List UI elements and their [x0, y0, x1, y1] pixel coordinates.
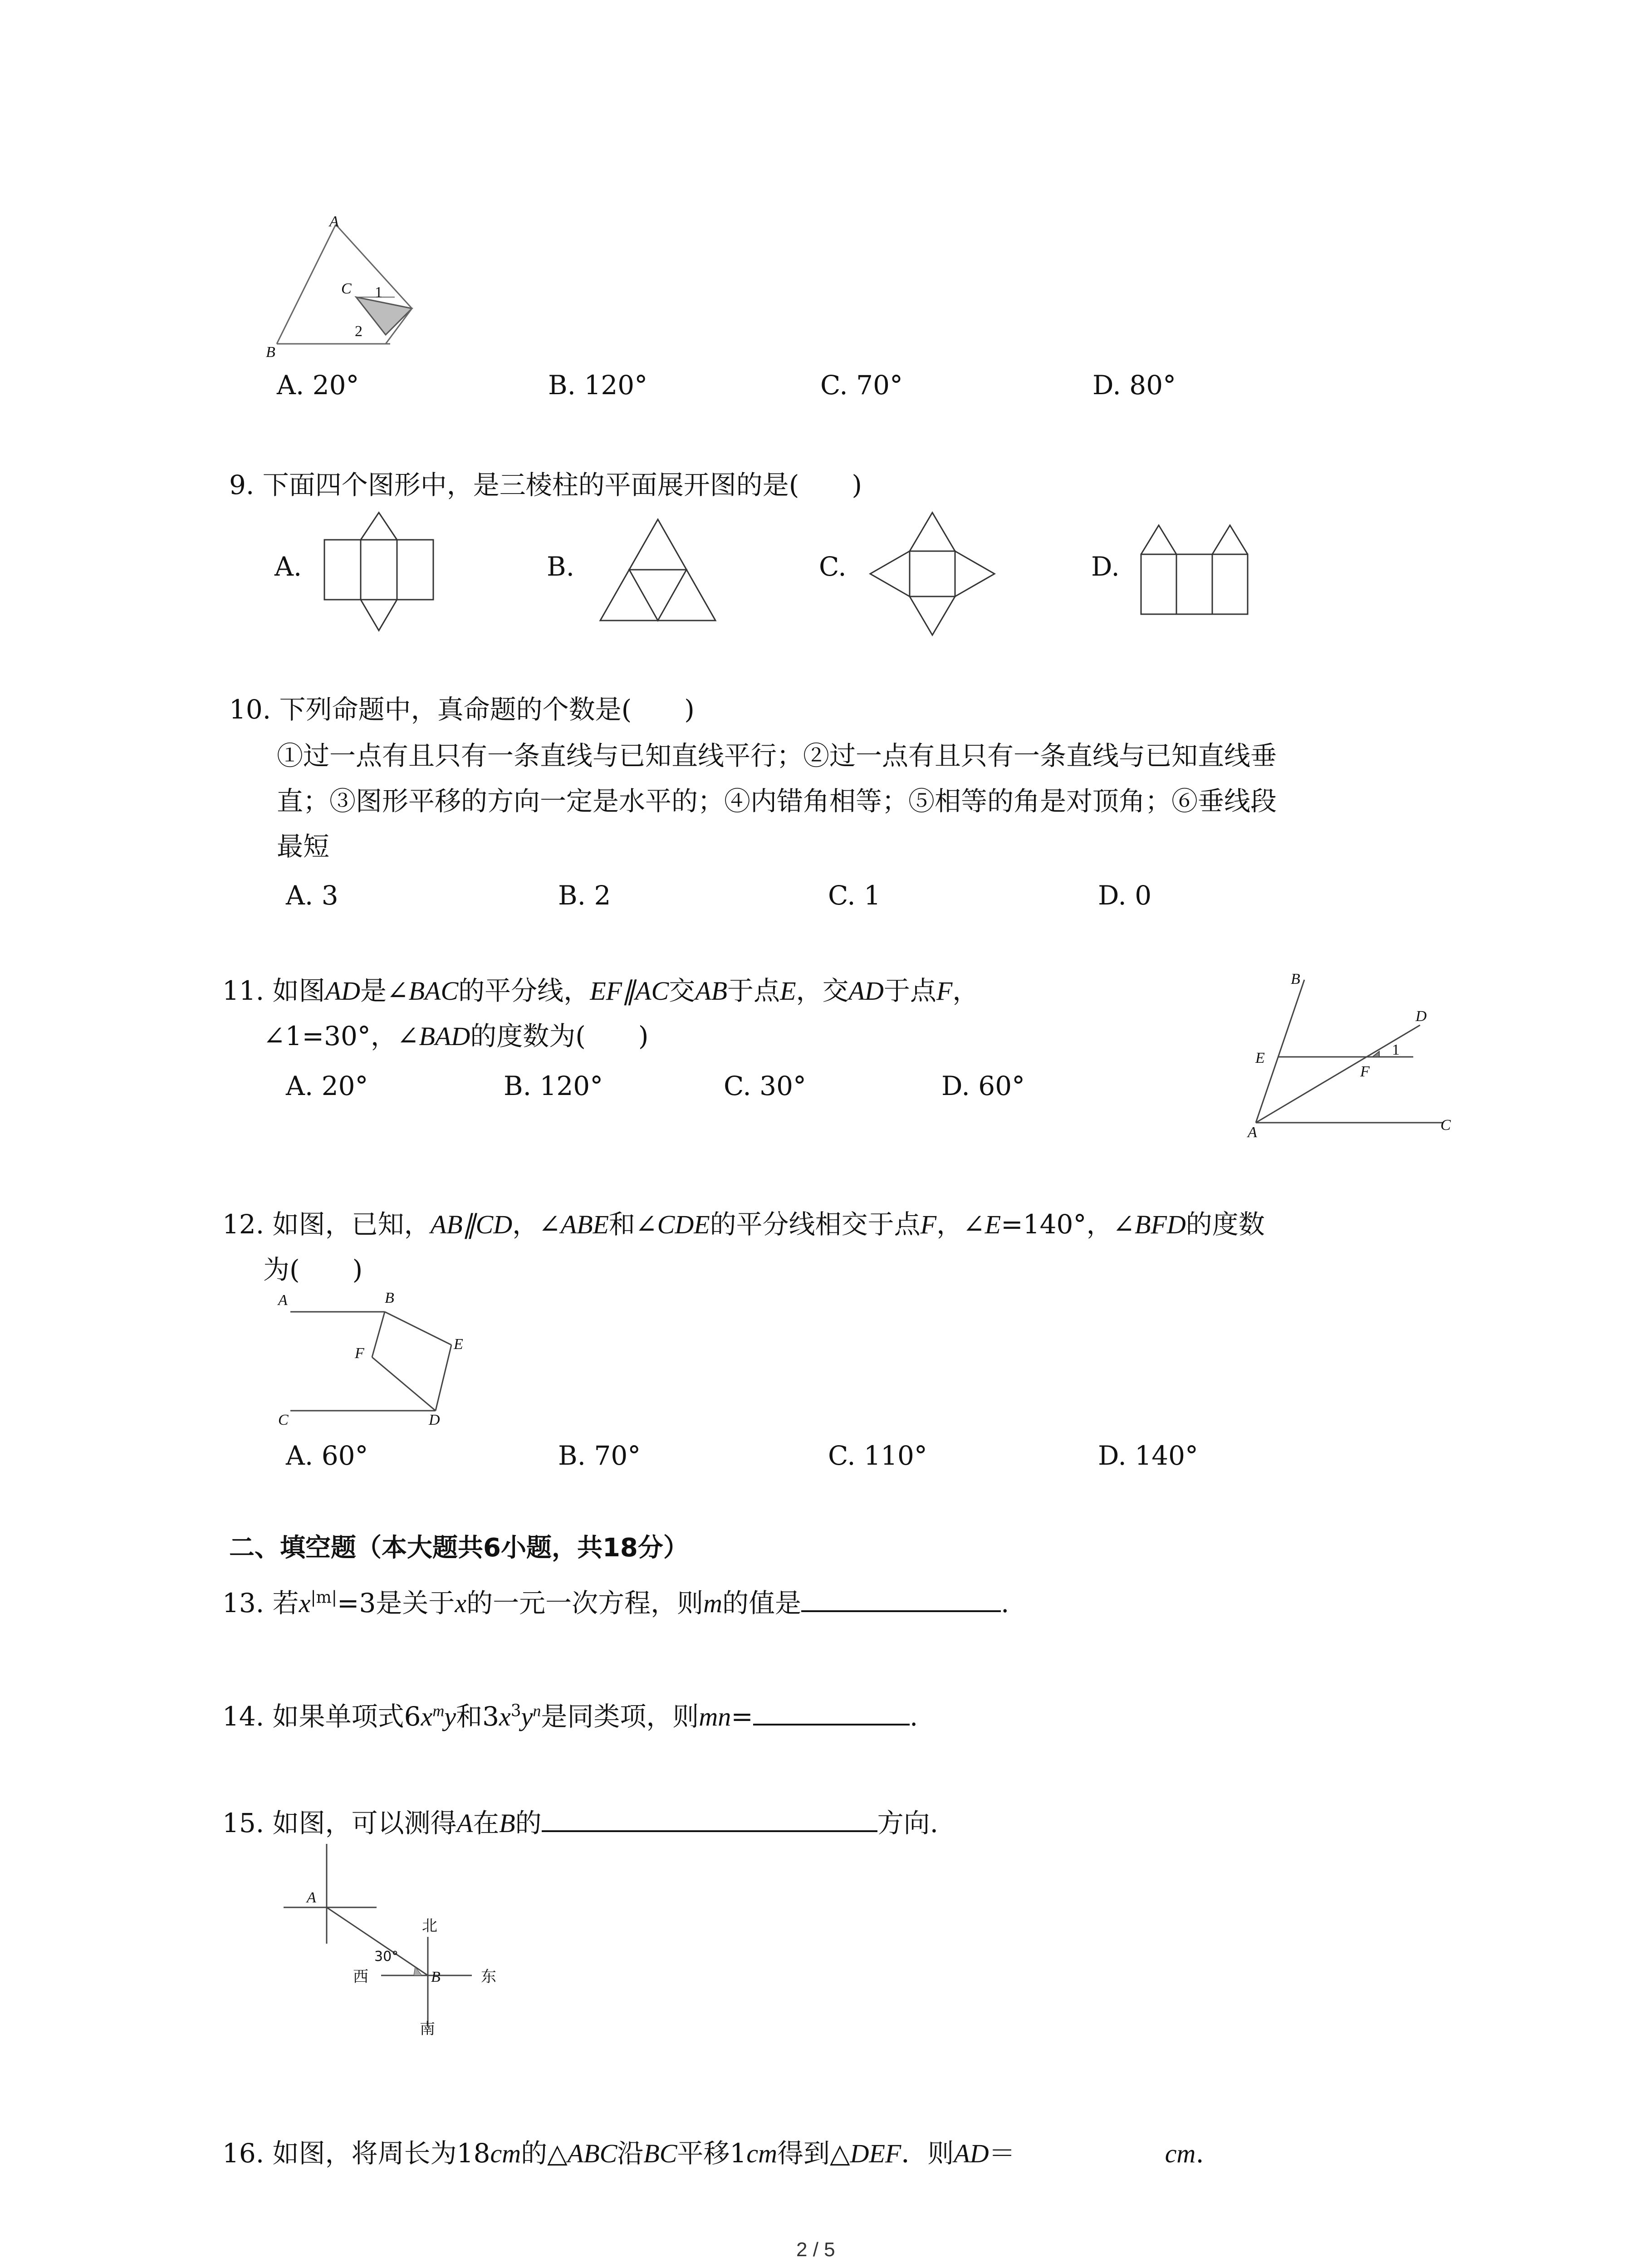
- q13-answer-blank[interactable]: [801, 1588, 1001, 1612]
- q12-option-a[interactable]: A. 60°: [286, 1440, 368, 1471]
- q11-option-d[interactable]: D. 60°: [941, 1070, 1025, 1101]
- q15-label-north: 北: [422, 1917, 437, 1935]
- q9-figure-a[interactable]: [322, 510, 436, 637]
- q8-label-2: 2: [355, 323, 362, 340]
- q14-text: 14. 如果单项式$6x^my$和$3x^3y^n$是同类项，则mn= .: [222, 1701, 918, 1732]
- q10-stem: 10. 下列命题中，真命题的个数是( ): [229, 694, 695, 725]
- q8-label-a: A: [329, 213, 339, 230]
- q12-option-b[interactable]: B. 70°: [558, 1440, 641, 1471]
- q9-option-c[interactable]: C.: [819, 551, 847, 582]
- q12-figure: [272, 1288, 481, 1438]
- q10-option-d[interactable]: D. 0: [1098, 880, 1152, 911]
- q8-label-c: C: [341, 280, 352, 297]
- q11-figure: [1243, 966, 1461, 1134]
- q11-label-a: A: [1248, 1124, 1257, 1141]
- q9-figure-d[interactable]: [1139, 522, 1252, 617]
- q12-label-c: C: [278, 1412, 289, 1428]
- q12-label-a: A: [278, 1292, 288, 1309]
- q12-label-e: E: [454, 1336, 463, 1353]
- q10-line2: 直；③图形平移的方向一定是水平的；④内错角相等；⑤相等的角是对顶角；⑥垂线段: [277, 786, 1277, 816]
- q9-stem: 9. 下面四个图形中，是三棱柱的平面展开图的是( ): [229, 469, 862, 500]
- q8-label-b: B: [266, 344, 275, 361]
- q15-label-a: A: [307, 1889, 316, 1906]
- q10-line1: ①过一点有且只有一条直线与已知直线平行；②过一点有且只有一条直线与已知直线垂: [277, 740, 1277, 771]
- section-title-fill-blank: 二、填空题（本大题共6小题，共18分）: [229, 1533, 689, 1563]
- q9-option-b[interactable]: B.: [547, 551, 575, 582]
- q15-text: 15. 如图，可以测得A在B的 方向.: [222, 1808, 939, 1838]
- q12-line2: 为( ): [263, 1254, 363, 1285]
- q9-option-d[interactable]: D.: [1091, 551, 1120, 582]
- q12-line1: 12. 如图，已知，AB∥CD，∠ABE和∠CDE的平分线相交于点F，∠E=140°，∠BFD的度数: [222, 1209, 1265, 1240]
- q13-text: 13. 若$x^{|m|}=3$是关于x的一元一次方程，则m的值是 .: [222, 1588, 1009, 1618]
- q11-label-d: D: [1416, 1008, 1427, 1025]
- q8-option-c[interactable]: C. 70°: [820, 370, 903, 401]
- q11-label-c: C: [1440, 1117, 1451, 1134]
- q12-label-b: B: [385, 1290, 394, 1306]
- q11-label-1: 1: [1392, 1041, 1400, 1058]
- q8-label-1: 1: [375, 284, 382, 301]
- q12-option-d[interactable]: D. 140°: [1098, 1440, 1199, 1471]
- q10-line3: 最短: [277, 831, 330, 862]
- q11-label-e: E: [1255, 1050, 1265, 1066]
- q11-option-a[interactable]: A. 20°: [286, 1070, 368, 1101]
- q15-figure: [272, 1837, 499, 2028]
- page-number: 2 / 5: [796, 2239, 835, 2261]
- q8-shaded-triangle: [356, 297, 412, 335]
- q12-label-d: D: [429, 1412, 440, 1428]
- q11-option-b[interactable]: B. 120°: [504, 1070, 603, 1101]
- q14-answer-blank[interactable]: [753, 1701, 910, 1725]
- q15-label-south: 南: [420, 2020, 435, 2038]
- q8-option-b[interactable]: B. 120°: [548, 370, 648, 401]
- q11-line2: ∠1=30°，∠BAD的度数为( ): [263, 1021, 649, 1051]
- q15-label-east: 东: [481, 1968, 496, 1986]
- q16-text: 16. 如图，将周长为18cm的△ABC沿BC平移1cm得到△DEF．则AD＝ cm.: [222, 2138, 1204, 2169]
- q9-figure-b[interactable]: [597, 517, 719, 626]
- q15-label-b: B: [431, 1969, 441, 1985]
- q15-answer-blank[interactable]: [542, 1808, 877, 1832]
- q15-label-west: 西: [353, 1968, 368, 1986]
- q11-line1: 11. 如图AD是∠BAC的平分线，EF∥AC交AB于点E，交AD于点F，: [222, 975, 979, 1006]
- q9-figure-c[interactable]: [867, 508, 998, 640]
- q8-option-a[interactable]: A. 20°: [277, 370, 359, 401]
- q10-option-c[interactable]: C. 1: [828, 880, 881, 911]
- q10-option-b[interactable]: B. 2: [558, 880, 611, 911]
- q12-option-c[interactable]: C. 110°: [828, 1440, 927, 1471]
- q9-option-a[interactable]: A.: [274, 551, 302, 582]
- q10-option-a[interactable]: A. 3: [286, 880, 338, 911]
- q11-label-f: F: [1360, 1063, 1370, 1080]
- q11-option-c[interactable]: C. 30°: [724, 1070, 806, 1101]
- q11-label-b: B: [1291, 971, 1300, 987]
- q15-label-angle: 30°: [374, 1949, 399, 1965]
- q12-label-f: F: [355, 1345, 364, 1362]
- q8-option-d[interactable]: D. 80°: [1092, 370, 1176, 401]
